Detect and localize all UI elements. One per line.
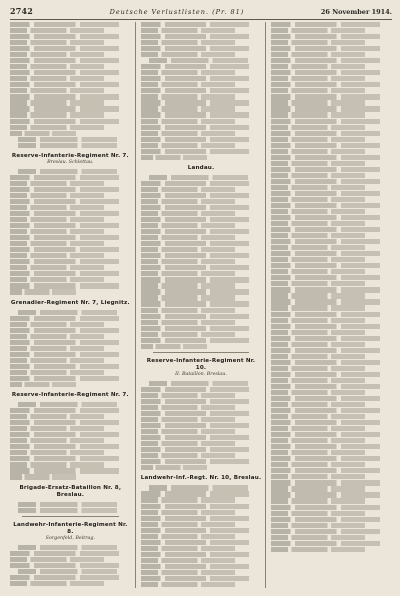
list-entry <box>10 581 104 586</box>
list-entry <box>141 205 250 210</box>
list-entry <box>141 516 250 521</box>
list-entry <box>10 88 104 93</box>
list-entry <box>271 269 365 274</box>
list-entry <box>141 181 250 186</box>
list-entry <box>271 529 380 534</box>
list-entry <box>10 259 119 264</box>
list-entry <box>10 28 104 33</box>
section-heading <box>10 392 131 399</box>
list-entry <box>10 364 119 369</box>
list-entry <box>271 64 365 69</box>
list-entry <box>141 88 250 93</box>
list-entry <box>271 179 380 184</box>
list-entry <box>18 502 117 507</box>
list-entry <box>10 229 104 234</box>
page-number: 2742 <box>10 6 34 16</box>
list-entry <box>141 308 235 313</box>
list-entry <box>271 167 380 172</box>
list-entry <box>141 193 250 198</box>
list-entry <box>10 106 119 111</box>
list-entry <box>271 420 380 425</box>
list-entry <box>271 408 380 413</box>
list-entry <box>141 125 250 130</box>
list-entry <box>271 462 365 467</box>
list-entry <box>271 40 365 45</box>
section-heading <box>10 153 131 166</box>
list-entry <box>271 161 365 166</box>
list-entry <box>141 259 235 264</box>
list-entry <box>10 277 104 282</box>
list-entry <box>271 438 365 443</box>
list-entry <box>10 450 104 455</box>
list-entry <box>141 423 250 428</box>
list-entry <box>141 552 250 557</box>
page-date: 26 November 1914. <box>320 8 392 16</box>
list-entry <box>141 441 235 446</box>
list-entry <box>141 411 250 416</box>
list-entry <box>271 76 365 81</box>
list-entry <box>10 22 119 27</box>
list-entry <box>141 332 235 337</box>
list-entry <box>271 330 365 335</box>
section-title: Landwehr-Infanterie-Regiment Nr. 8. <box>13 521 128 535</box>
list-entry <box>141 211 235 216</box>
list-entry <box>141 320 235 325</box>
list-entry <box>10 193 104 198</box>
list-entry <box>10 271 119 276</box>
list-entry <box>271 517 380 522</box>
list-entry <box>271 318 365 323</box>
columns <box>10 22 392 588</box>
list-entry <box>141 491 250 496</box>
list-entry <box>271 384 380 389</box>
list-entry <box>271 486 365 491</box>
list-entry <box>10 575 119 580</box>
list-entry <box>18 169 117 174</box>
column-left <box>10 22 136 588</box>
list-entry <box>10 199 119 204</box>
list-entry <box>271 426 365 431</box>
list-entry <box>271 281 365 286</box>
list-entry <box>271 547 365 552</box>
section-title: Landwehr-Inf.-Regt. Nr. 10, Breslau. <box>140 475 262 482</box>
list-entry <box>10 444 119 449</box>
list-entry <box>271 94 380 99</box>
list-entry <box>271 444 380 449</box>
list-entry <box>141 447 250 452</box>
list-entry <box>271 456 380 461</box>
list-entry <box>10 563 119 568</box>
list-entry <box>271 149 365 154</box>
list-entry <box>141 253 250 258</box>
list-entry <box>141 459 250 464</box>
list-entry <box>141 217 250 222</box>
list-entry <box>10 340 119 345</box>
page-title: Deutsche Verlustlisten. (Pr. 81) <box>109 8 245 16</box>
list-entry <box>10 247 119 252</box>
list-entry <box>18 569 117 574</box>
list-entry <box>10 253 104 258</box>
section-subtitle: Sorgenfeld, Beitrag. <box>45 535 95 541</box>
list-entry <box>141 94 235 99</box>
list-entry <box>10 217 104 222</box>
list-entry <box>141 399 250 404</box>
list-entry <box>10 358 104 363</box>
list-entry <box>271 185 365 190</box>
list-entry <box>10 76 104 81</box>
list-entry <box>271 523 365 528</box>
list-entry <box>271 287 380 292</box>
list-entry <box>141 528 250 533</box>
list-entry <box>141 137 250 142</box>
list-entry <box>141 283 235 288</box>
list-entry <box>10 112 104 117</box>
list-entry <box>10 334 104 339</box>
page-header <box>10 6 392 20</box>
section-title: Landau. <box>187 164 215 171</box>
section-heading <box>141 358 262 378</box>
list-entry <box>141 540 250 545</box>
column-middle <box>141 22 267 588</box>
list-entry <box>18 137 117 142</box>
section-heading <box>10 522 131 542</box>
list-entry <box>10 557 104 562</box>
list-entry <box>271 100 365 105</box>
list-entry <box>271 143 380 148</box>
list-entry <box>271 52 365 57</box>
list-entry <box>141 119 235 124</box>
list-entry <box>10 346 104 351</box>
list-entry <box>271 378 365 383</box>
list-entry <box>271 70 380 75</box>
list-entry <box>10 316 119 321</box>
list-entry <box>141 46 250 51</box>
list-entry <box>271 414 365 419</box>
list-entry <box>271 390 365 395</box>
list-entry <box>141 405 235 410</box>
list-entry <box>141 22 250 27</box>
list-entry <box>271 541 380 546</box>
list-entry <box>10 58 119 63</box>
list-entry <box>141 465 207 470</box>
list-entry <box>271 342 365 347</box>
list-entry <box>141 229 250 234</box>
section-subtitle: II. Bataillon. Breslau. <box>175 371 227 377</box>
list-entry <box>271 245 365 250</box>
list-entry <box>10 100 104 105</box>
list-entry <box>271 402 365 407</box>
list-entry <box>141 131 235 136</box>
list-entry <box>271 112 365 117</box>
list-entry <box>271 498 365 503</box>
list-entry <box>271 239 380 244</box>
list-entry <box>141 289 250 294</box>
list-entry <box>271 46 380 51</box>
list-entry <box>271 209 365 214</box>
list-entry <box>10 408 119 413</box>
list-entry <box>271 396 380 401</box>
list-entry <box>141 393 235 398</box>
list-entry <box>149 381 248 386</box>
list-entry <box>141 344 207 349</box>
list-entry <box>141 64 250 69</box>
list-entry <box>271 131 380 136</box>
list-entry <box>10 376 119 381</box>
list-entry <box>271 480 380 485</box>
list-entry <box>141 295 235 300</box>
list-entry <box>141 338 250 343</box>
list-entry <box>141 417 235 422</box>
list-entry <box>141 301 250 306</box>
list-entry <box>141 558 235 563</box>
section-title: Reserve-Infanterie-Regiment Nr. 7. <box>11 392 129 399</box>
list-entry <box>141 235 235 240</box>
list-entry <box>10 223 119 228</box>
list-entry <box>10 289 76 294</box>
list-entry <box>271 155 380 160</box>
list-entry <box>10 382 76 387</box>
list-entry <box>141 112 250 117</box>
list-entry <box>10 52 104 57</box>
list-entry <box>18 402 117 407</box>
list-entry <box>271 299 380 304</box>
list-entry <box>149 175 248 180</box>
list-entry <box>271 257 365 262</box>
list-entry <box>141 429 235 434</box>
list-entry <box>10 131 76 136</box>
list-entry <box>10 211 119 216</box>
divider <box>153 352 250 353</box>
list-entry <box>10 235 119 240</box>
list-entry <box>10 175 119 180</box>
list-entry <box>271 191 380 196</box>
list-entry <box>141 149 250 154</box>
list-entry <box>10 241 104 246</box>
list-entry <box>10 205 104 210</box>
list-entry <box>271 227 380 232</box>
list-entry <box>271 324 380 329</box>
list-entry <box>271 432 380 437</box>
list-entry <box>271 22 380 27</box>
list-entry <box>10 46 119 51</box>
list-entry <box>271 305 365 310</box>
list-entry <box>141 40 235 45</box>
list-entry <box>271 28 365 33</box>
column-right <box>271 22 392 588</box>
list-entry <box>141 314 250 319</box>
list-entry <box>141 241 250 246</box>
section-title: Brigade-Ersatz-Bataillon Nr. 8, Breslau. <box>19 484 122 498</box>
divider <box>22 516 119 517</box>
list-entry <box>271 233 365 238</box>
list-entry <box>271 137 365 142</box>
list-entry <box>10 94 119 99</box>
section-title: Reserve-Infanterie-Regiment Nr. 7. <box>11 152 129 159</box>
list-entry <box>10 438 104 443</box>
list-entry <box>10 70 119 75</box>
section-title: Grenadier-Regiment Nr. 7, Liegnitz. <box>10 299 130 306</box>
list-entry <box>141 28 235 33</box>
list-entry <box>18 545 117 550</box>
list-entry <box>271 263 380 268</box>
list-entry <box>141 70 235 75</box>
list-entry <box>271 275 380 280</box>
list-entry <box>10 125 104 130</box>
list-entry <box>141 546 235 551</box>
list-entry <box>18 508 117 513</box>
list-entry <box>10 468 119 473</box>
list-entry <box>271 354 365 359</box>
list-entry <box>271 106 380 111</box>
list-entry <box>10 456 119 461</box>
list-entry <box>271 505 380 510</box>
list-entry <box>141 155 207 160</box>
list-entry <box>271 221 365 226</box>
list-entry <box>10 34 119 39</box>
list-entry <box>271 312 380 317</box>
list-entry <box>141 576 250 581</box>
list-entry <box>10 432 119 437</box>
list-entry <box>271 125 365 130</box>
list-entry <box>141 277 250 282</box>
list-entry <box>271 366 365 371</box>
list-entry <box>10 551 119 556</box>
list-entry <box>10 82 119 87</box>
list-entry <box>271 197 365 202</box>
list-entry <box>271 58 380 63</box>
list-entry <box>141 106 235 111</box>
list-entry <box>141 435 250 440</box>
list-entry <box>10 181 104 186</box>
list-entry <box>10 352 119 357</box>
list-entry <box>141 510 235 515</box>
list-entry <box>271 511 365 516</box>
list-entry <box>271 203 380 208</box>
list-entry <box>141 34 250 39</box>
list-entry <box>10 322 104 327</box>
list-entry <box>10 119 119 124</box>
list-entry <box>141 497 235 502</box>
list-entry <box>10 187 119 192</box>
list-entry <box>141 247 235 252</box>
list-entry <box>10 265 104 270</box>
section-title: Reserve-Infanterie-Regiment Nr. 10. <box>146 357 256 371</box>
list-entry <box>271 492 380 497</box>
list-entry <box>141 504 250 509</box>
list-entry <box>271 360 380 365</box>
list-entry <box>141 223 235 228</box>
section-heading <box>10 300 131 307</box>
list-entry <box>271 215 380 220</box>
list-entry <box>271 450 365 455</box>
list-entry <box>10 283 119 288</box>
list-entry <box>271 119 380 124</box>
list-entry <box>271 372 380 377</box>
list-entry <box>271 34 380 39</box>
list-entry <box>271 82 380 87</box>
list-entry <box>10 64 104 69</box>
section-heading <box>10 485 131 499</box>
list-entry <box>10 426 104 431</box>
list-entry <box>271 348 380 353</box>
list-entry <box>271 535 365 540</box>
list-entry <box>141 100 250 105</box>
section-heading <box>141 475 262 482</box>
list-entry <box>141 199 235 204</box>
list-entry <box>18 143 117 148</box>
list-entry <box>141 187 235 192</box>
list-entry <box>10 420 119 425</box>
list-entry <box>271 173 365 178</box>
list-entry <box>141 570 235 575</box>
list-entry <box>141 82 235 87</box>
list-entry <box>271 88 365 93</box>
list-entry <box>141 534 235 539</box>
list-entry <box>141 522 235 527</box>
list-entry <box>10 414 104 419</box>
list-entry <box>141 76 250 81</box>
list-entry <box>271 474 365 479</box>
list-entry <box>271 251 380 256</box>
list-entry <box>18 310 117 315</box>
list-entry <box>141 271 235 276</box>
list-entry <box>141 564 250 569</box>
list-entry <box>149 485 248 490</box>
list-entry <box>141 52 235 57</box>
list-entry <box>271 468 380 473</box>
list-entry <box>141 387 250 392</box>
list-entry <box>10 462 104 467</box>
list-entry <box>271 293 365 298</box>
list-entry <box>271 336 380 341</box>
list-entry <box>141 143 235 148</box>
list-entry <box>141 265 250 270</box>
list-entry <box>10 474 76 479</box>
list-entry <box>141 582 235 587</box>
list-entry <box>10 370 104 375</box>
list-entry <box>10 328 119 333</box>
section-heading <box>141 165 262 172</box>
section-subtitle: Breslau. Schlettau. <box>47 159 94 165</box>
list-entry <box>141 453 235 458</box>
list-entry <box>149 58 248 63</box>
list-entry <box>141 326 250 331</box>
list-entry <box>10 40 104 45</box>
